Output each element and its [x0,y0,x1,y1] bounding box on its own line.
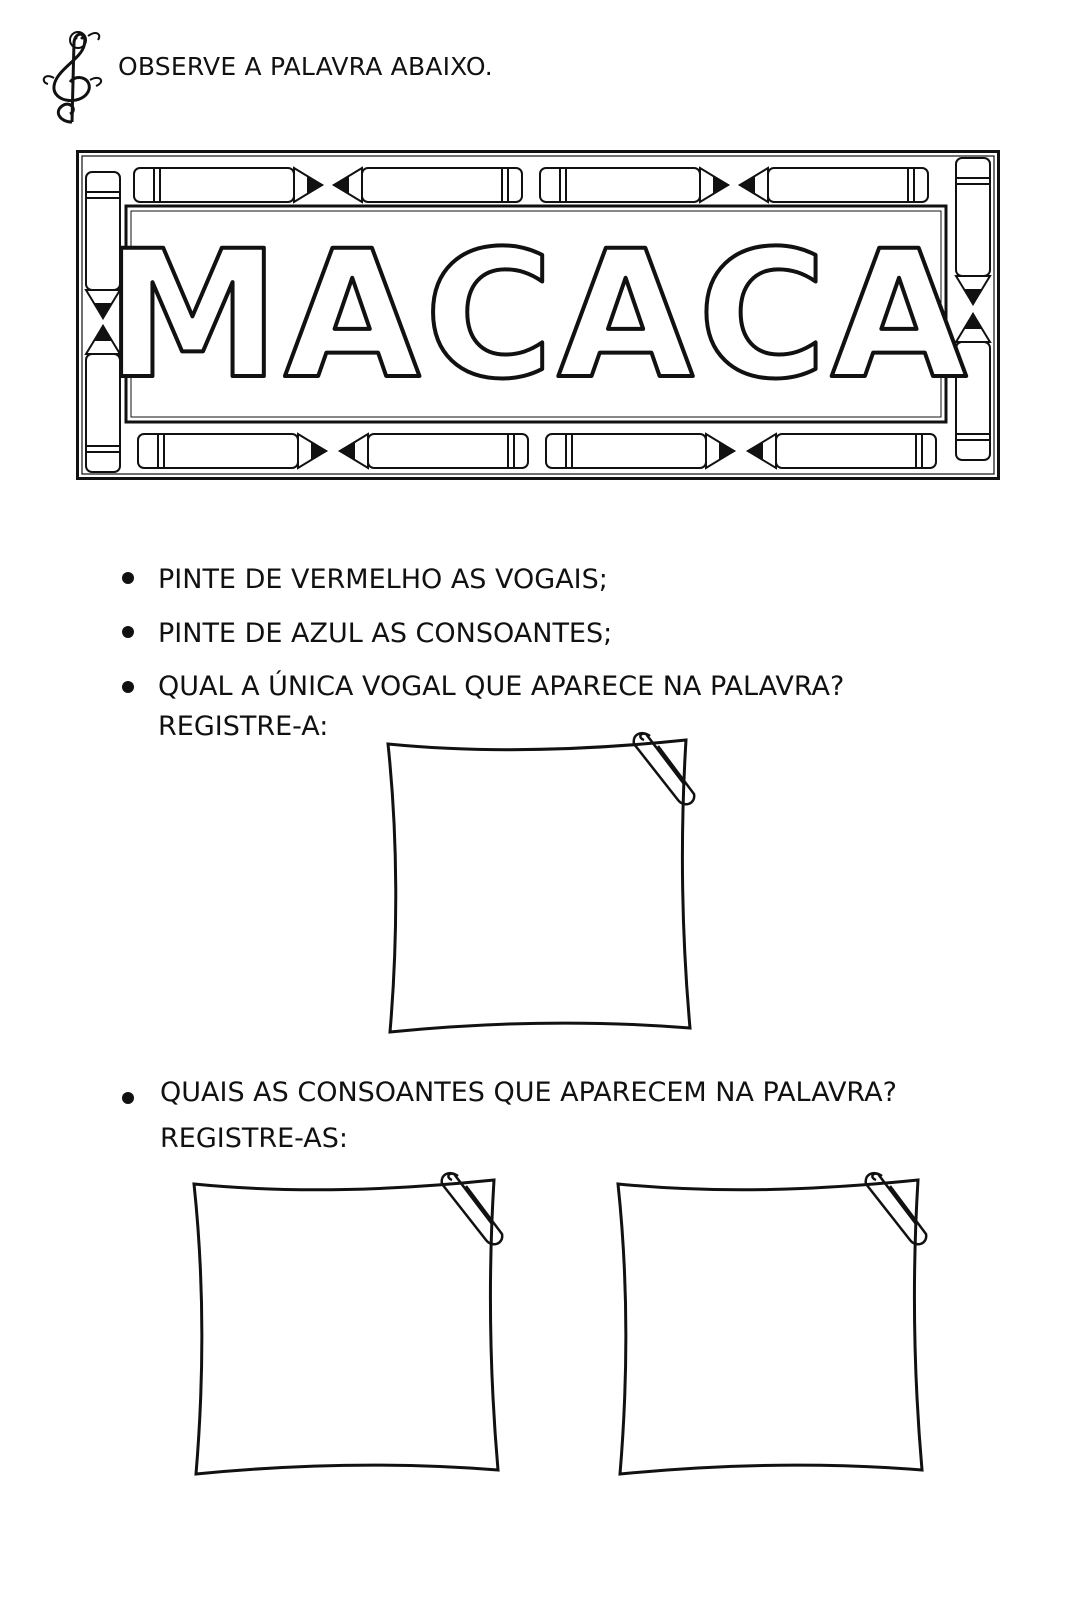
banner-word: MACACA [104,213,972,418]
instruction-consonants: PINTE DE AZUL AS CONSOANTES; [158,618,613,649]
answer-box-consonant-2[interactable] [610,1166,944,1482]
instruction-vowels: PINTE DE VERMELHO AS VOGAIS; [158,564,608,595]
question-consonants: QUAIS AS CONSOANTES QUE APARECEM NA PALAVRA? [160,1077,897,1108]
pencil-top-1 [134,168,322,202]
answer-box-vowel[interactable] [380,728,714,1040]
question-vowel-register: REGISTRE-A: [158,711,329,742]
pencil-top-4 [740,168,928,202]
pencil-top-2 [334,168,522,202]
pencil-bottom-1 [138,434,326,468]
pencil-bottom-2 [340,434,528,468]
pencil-bottom-4 [748,434,936,468]
answer-box-consonant-1[interactable] [186,1166,520,1482]
pencil-bottom-3 [546,434,734,468]
bullet [122,681,134,693]
pencil-top-3 [540,168,728,202]
page-title: OBSERVE A PALAVRA ABAIXO. [118,52,493,81]
treble-clef-mascot-icon [32,22,112,132]
bullet [122,572,134,584]
bullet [122,626,134,638]
question-consonants-register: REGISTRE-AS: [160,1123,349,1154]
word-banner [76,150,1000,480]
bullet [122,1092,134,1104]
question-vowel: QUAL A ÚNICA VOGAL QUE APARECE NA PALAVRA? [158,671,845,702]
